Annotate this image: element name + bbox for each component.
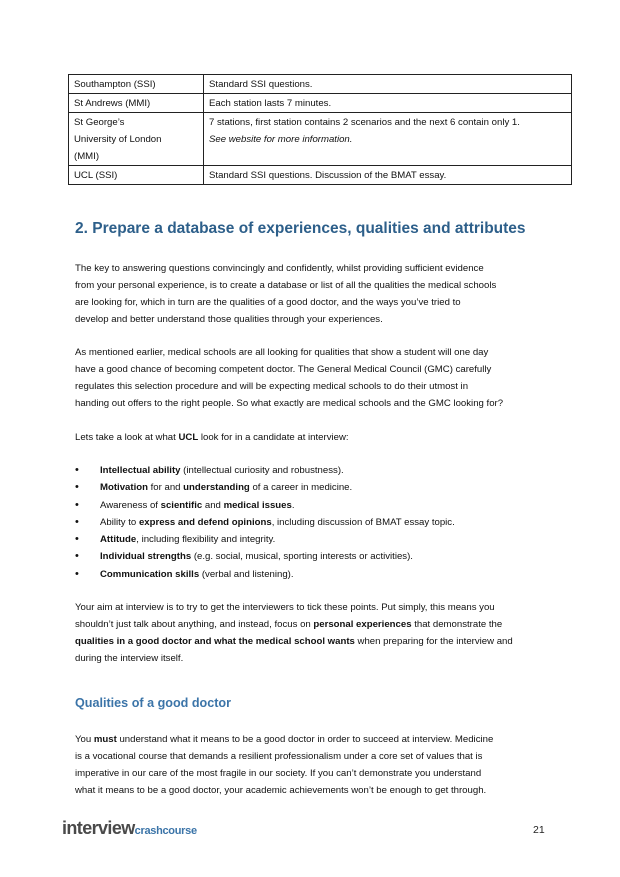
table-cell-info: Standard SSI questions. Discussion of the BMAT essay. — [204, 166, 572, 185]
paragraph-intro — [75, 261, 553, 329]
bold-run: express and defend opinions — [138, 516, 272, 528]
brand-logo — [62, 818, 197, 840]
paragraph-gmc — [75, 345, 553, 413]
bold-run: Individual strengths — [100, 551, 192, 563]
table-cell-school: Southampton (SSI) — [69, 75, 204, 94]
bullet-icon: • — [75, 498, 79, 511]
section-heading: 2. Prepare a database of experiences, qualities and attributes — [75, 220, 526, 237]
info-note: See website for more information. — [209, 134, 353, 145]
list-item — [75, 566, 545, 583]
text-line: during the interview itself. — [75, 652, 184, 664]
text-line: have a good chance of becoming competent doctor. The General Medical Council (GMC) carefully — [75, 363, 492, 375]
text-run: Lets take a look at what — [75, 432, 179, 443]
text-run: understand what it means to be a good doctor in order to succeed at interview. Medicine — [116, 734, 494, 745]
bold-run: Communication skills — [100, 568, 200, 580]
info-line: 7 stations, first station contains 2 scenarios and the next 6 contain only 1. — [209, 117, 520, 128]
logo-wordmark: interview — [62, 818, 135, 838]
text-line: are looking for, which in turn are the qualities of a good doctor, and the ways you’ve tried to — [75, 296, 461, 308]
bullet-icon: • — [75, 515, 79, 528]
text-run: (verbal and listening). — [199, 568, 294, 580]
bold-run: understanding — [183, 482, 250, 494]
bold-run: must — [93, 734, 117, 745]
table-cell-school: St Andrews (MMI) — [69, 94, 204, 113]
text-run: that demonstrate the — [411, 618, 503, 630]
text-line: imperative in our care of the most fragile in our society. If you can’t demonstrate you understand — [75, 767, 482, 779]
bold-run: scientific — [160, 499, 203, 511]
bold-run: Attitude — [100, 534, 137, 546]
interview-format-table — [68, 74, 572, 185]
bold-run: UCL — [178, 432, 199, 443]
info-line — [209, 131, 566, 148]
table-row — [69, 113, 572, 166]
text-run: , including flexibility and integrity. — [136, 534, 276, 546]
text-run: look for in a candidate at interview: — [198, 432, 349, 443]
list-item — [75, 548, 545, 565]
text-run: Ability to — [100, 516, 139, 528]
text-run: (e.g. social, musical, sporting interests or activities). — [191, 551, 413, 563]
text-line: regulates this selection procedure and will be expecting medical schools to do their utmost in — [75, 380, 469, 392]
text-run: , including discussion of BMAT essay topic. — [271, 516, 455, 528]
bold-run: personal experiences — [313, 618, 412, 630]
text-run: for and — [147, 482, 184, 494]
list-item — [75, 514, 545, 531]
table-row — [69, 94, 572, 113]
subsection-heading: Qualities of a good doctor — [75, 696, 232, 710]
school-line: (MMI) — [74, 151, 100, 162]
list-item — [75, 479, 545, 496]
text-run: shouldn’t just talk about anything, and instead, focus on — [75, 618, 314, 630]
list-item — [75, 531, 545, 548]
logo-subtext: crashcourse — [134, 825, 197, 837]
text-run: . — [291, 499, 295, 511]
bullet-icon: • — [75, 567, 79, 580]
paragraph-good-doctor — [75, 732, 553, 800]
text-line: develop and better understand those qualities through your experiences. — [75, 313, 383, 325]
text-run: Awareness of — [100, 499, 161, 511]
school-line: St George’s — [74, 117, 125, 128]
text-run: You — [75, 734, 94, 745]
text-line: is a vocational course that demands a resilient professionalism under a core set of values that is — [75, 750, 483, 762]
text-line: from your personal experience, is to create a database or list of all the qualities the medical schools — [75, 279, 497, 291]
bold-run: Intellectual ability — [100, 465, 181, 476]
text-line: what it means to be a good doctor, your academic achievements won’t be enough to get through. — [75, 784, 487, 796]
bold-run: qualities in a good doctor and what the medical school wants — [75, 635, 355, 647]
bullet-icon: • — [75, 481, 79, 494]
table-cell-info — [204, 113, 572, 166]
bullet-icon: • — [75, 550, 79, 563]
text-run: of a career in medicine. — [249, 482, 353, 494]
table-row — [69, 75, 572, 94]
ucl-criteria-list — [75, 462, 545, 583]
page-number: 21 — [533, 824, 545, 836]
bold-run: Motivation — [100, 482, 148, 494]
bullet-icon: • — [75, 533, 79, 546]
text-run: and — [202, 499, 224, 511]
table-row — [69, 166, 572, 185]
bullet-icon: • — [75, 464, 79, 476]
text-line: Your aim at interview is to try to get the interviewers to tick these points. Put simply, this means you — [75, 602, 495, 613]
bold-run: medical issues — [223, 499, 292, 511]
list-item — [75, 462, 545, 479]
list-item — [75, 497, 545, 514]
text-run: when preparing for the interview and — [354, 635, 513, 647]
table-cell-info: Each station lasts 7 minutes. — [204, 94, 572, 113]
text-run: (intellectual curiosity and robustness). — [180, 465, 344, 476]
table-cell-info: Standard SSI questions. — [204, 75, 572, 94]
table-cell-school: UCL (SSI) — [69, 166, 204, 185]
school-line: University of London — [74, 134, 162, 145]
table-cell-school — [69, 113, 204, 166]
text-line: As mentioned earlier, medical schools are all looking for qualities that show a student will one day — [75, 347, 489, 358]
text-line: handing out offers to the right people. So what exactly are medical schools and the GMC looking for? — [75, 397, 504, 409]
text-line: The key to answering questions convincingly and confidently, whilst providing sufficient evidence — [75, 263, 484, 274]
paragraph-ucl — [75, 430, 553, 447]
paragraph-aim — [75, 600, 553, 668]
